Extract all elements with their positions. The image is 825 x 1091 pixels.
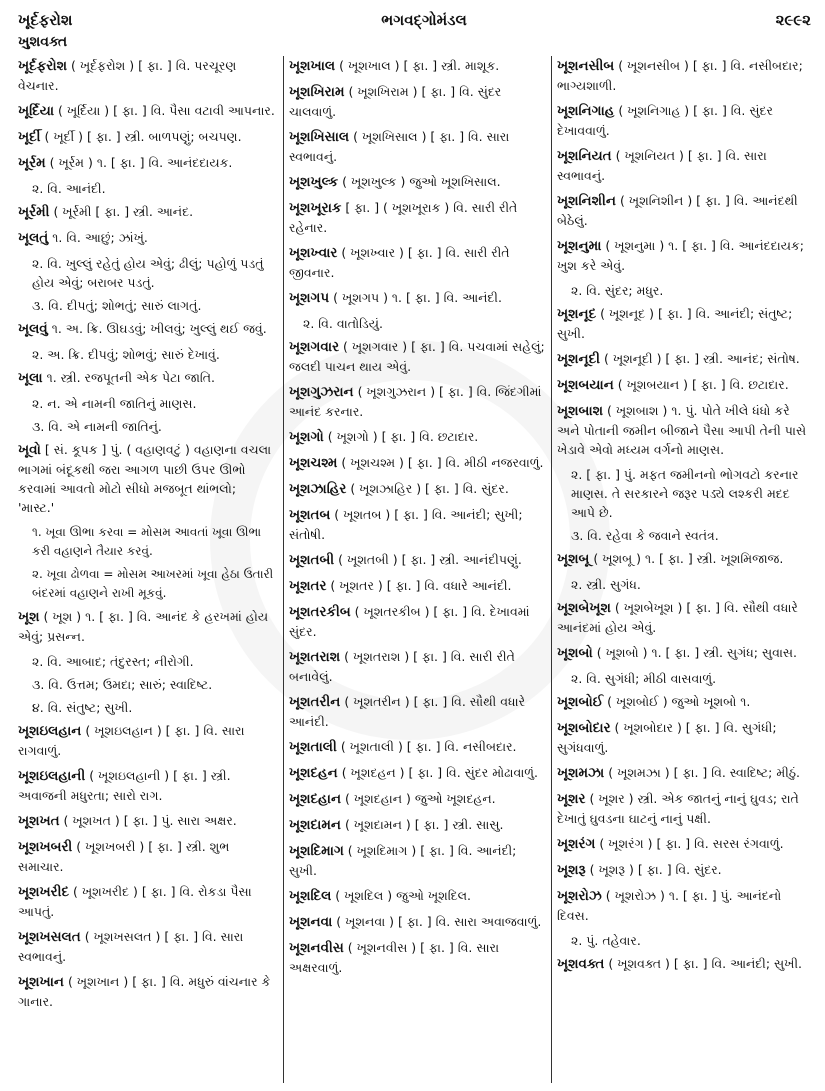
dictionary-entry (557, 860, 815, 880)
definition-text: ૧. સ્ત્રી. રજપૂતની એક પેટા જાતિ. (46, 370, 216, 385)
headword: ખૂશદિમાગ (289, 843, 344, 859)
definition-text: ( ખૂશઝાહિર ) [ ફા. ] વિ. સુંદર. (350, 481, 509, 496)
sense-line (18, 254, 276, 292)
dictionary-entry (289, 198, 545, 237)
dictionary-entry (289, 550, 545, 570)
definition-text: ( ખૂશબયાન ) [ ફા. ] વિ. છટાદાર. (617, 377, 789, 392)
definition-text: ૩. વિ. ઉત્તમ; ઉમદા; સારું; સ્વાદિષ્ટ. (32, 677, 213, 692)
sense-line (289, 314, 545, 333)
dictionary-entry (557, 401, 815, 459)
dictionary-entry (557, 236, 815, 275)
definition-text: ( ખૂશખબરી ) [ ફા. ] સ્ત્રી. શુભ સમાચાર. (18, 839, 230, 874)
dictionary-entry (18, 153, 276, 173)
headword: ખૂશબોઈ (557, 694, 604, 710)
headword: ખૂલા (18, 370, 43, 386)
definition-text: ૧. વિ. આછું; ઝાંખું. (52, 230, 148, 245)
definition-text: ( ખૂશનસીબ ) [ ફા. ] વિ. નસીબદાર; ભાગ્યશાળી. (557, 58, 803, 93)
headword: ખૂર્દી (18, 129, 41, 145)
dictionary-entry (18, 368, 276, 388)
definition-text: ( ખૂશખ્વાર ) [ ફા. ] વિ. સારી રીતે જીવનાર. (289, 245, 510, 280)
headword: ખૂશરોઝ (557, 888, 602, 904)
definition-text: ( ખૂશર ) સ્ત્રી. એક જાતનું નાનું ઘુવડ; રાતે દેખાતું ઘુવડના ઘાટનું નાનું પક્ષી. (557, 791, 799, 826)
sense-line (18, 394, 276, 413)
headword: ખૂશખત (18, 813, 60, 829)
dictionary-entry (289, 382, 545, 421)
dictionary-entry (289, 82, 545, 121)
headword: ખૂશનૂદ (557, 306, 597, 322)
headword: ખૂશબાશ (557, 403, 604, 419)
dictionary-entry (289, 288, 545, 308)
headword: ખૂવો (18, 442, 41, 458)
dictionary-column-3 (557, 56, 815, 1085)
guide-word-second: ખુશવક્ત (18, 34, 68, 50)
dictionary-entry (557, 101, 815, 140)
headword: ખૂશતરીન (289, 694, 341, 710)
definition-text: ( ખૂશખાલ ) [ ફા. ] સ્ત્રી. માશૂક. (339, 58, 500, 73)
definition-text: ( ખૂશતરીન ) [ ફા. ] વિ. સૌથી વધારે આનંદી. (289, 694, 526, 729)
headword: ખૂશતરાશ (289, 649, 341, 665)
definition-text: ( ખૂશગપ ) ૧. [ ફા. ] વિ. આનંદી. (333, 290, 502, 305)
dictionary-entry (289, 576, 545, 596)
headword: ખૂશનવા (289, 914, 333, 930)
dictionary-entry (289, 427, 545, 447)
column-divider (551, 56, 552, 1083)
definition-text: ૨. સ્ત્રી. સુગંધ. (571, 577, 641, 592)
dictionary-entry (18, 228, 276, 248)
definition-text: ( ખૂશદહન ) [ ફા. ] વિ. સુંદર મોઢાવાળું. (341, 765, 539, 780)
headword: ખૂશગપ (289, 290, 330, 306)
dictionary-entry (557, 304, 815, 343)
definition-text: ૨. વિ. વાતોડિયું. (303, 316, 384, 331)
definition-text: ( ખૂશખિરામ ) [ ફા. ] વિ. સુંદર ચાલવાળું. (289, 84, 502, 119)
definition-text: ૨. [ ફા. ] પું. મફત જમીનનો ભોગવટો કરનાર માણસ. તે સરકારને જરૂર પડ્યે લશ્કરી મદદ આપે છે. (571, 467, 799, 520)
sense-line (18, 179, 276, 198)
definition-text: ( ખૂશદામન ) [ ફા. ] સ્ત્રી. સાસુ. (344, 817, 504, 832)
headword: ખૂશદામન (289, 817, 341, 833)
dictionary-entry (557, 718, 815, 757)
dictionary-entry (289, 647, 545, 686)
dictionary-entry (557, 834, 815, 854)
headword: ખૂશનિયત (557, 148, 612, 164)
definition-text: ( ખૂર્દફરોશ ) [ ફા. ] વિ. પરચૂરણ વેચનાર. (18, 58, 237, 93)
dictionary-entry (289, 841, 545, 880)
definition-text: ૨. વિ. ખુલ્લું રહેતું હોય એવું; ઢીલું; પહોળું પડતું હોય એવું; બરાબર પડતું. (32, 256, 264, 290)
definition-text: ( ખૂશતરાશ ) [ ફા. ] વિ. સારી રીતે બનાવેલું. (289, 649, 515, 684)
dictionary-entry (557, 789, 815, 828)
headword: ખૂશદહન (289, 765, 338, 781)
dictionary-entry (557, 598, 815, 637)
dictionary-entry (18, 882, 276, 921)
sense-line (557, 526, 815, 545)
idiom-subentry (18, 565, 276, 603)
definition-text: ( ખૂશતાલી ) [ ફા. ] વિ. નસીબદાર. (340, 739, 517, 754)
definition-text: ( ખૂર્રમ ) ૧. [ ફા. ] વિ. આનંદદાયક. (49, 155, 233, 170)
definition-text: ( ખૂશખાન ) [ ફા. ] વિ. મધુરું વાંચનાર કે ગાનાર. (18, 974, 271, 1009)
definition-text: ( ખૂશબોદાર ) [ ફા. ] વિ. સુગંધી; સુગંધવાળું. (557, 720, 777, 755)
dictionary-entry (557, 643, 815, 663)
definition-text: ( ખૂશદિમાગ ) [ ફા. ] વિ. આનંદી; સુખી. (289, 843, 517, 878)
dictionary-entry (289, 243, 545, 282)
dictionary-entry (289, 56, 545, 76)
dictionary-entry (557, 349, 815, 369)
dictionary-entry (289, 479, 545, 499)
definition-text: ( ખૂશનુમા ) ૧. [ ફા. ] વિ. આનંદદાયક; ખુશ કરે એવું. (557, 238, 804, 273)
definition-text: ( ખૂર્દિયા ) [ ફા. ] વિ. પૈસા વટાવી આપનાર. (58, 103, 275, 118)
headword: ખૂશચશ્મ (289, 455, 338, 471)
dictionary-entry (557, 146, 815, 185)
definition-text: ( ખૂશદહાન ) જુઓ ખૂશદહન. (345, 791, 496, 806)
headword: ખૂર્દફરોશ (18, 58, 68, 74)
definition-text: [ ફા. ] ( ખૂશખૂરાક ) વિ. સારી રીતે રહેનાર. (289, 200, 518, 235)
headword: ખૂશ (18, 609, 40, 625)
definition-text: ૨. પું. તહેવાર. (571, 933, 641, 948)
definition-text: ૩. વિ. એ નામની જાતિનું. (32, 419, 162, 434)
definition-text: ( ખૂશ ) ૧. [ ફા. ] વિ. આનંદ કે હરખમાં હોય એવું; પ્રસન્ન. (18, 609, 269, 644)
headword: ખૂશનુમા (557, 238, 602, 254)
definition-text: ૨. ખૂવા ઢોળવા = મોસમ આખરમાં ખૂવા હેઠા ઉતારી બંદરમાં વહાણને રાખી મૂકવું. (32, 567, 274, 600)
definition-text: ( ખૂર્રમી [ ફા. ] સ્ત્રી. આનંદ. (53, 204, 194, 219)
headword: ખૂશરંગ (557, 836, 596, 852)
definition-text: ( ખૂશનૂદી ) [ ફા. ] સ્ત્રી. આનંદ; સંતોષ. (603, 351, 800, 366)
headword: ખૂશખબરી (18, 839, 73, 855)
definition-text: ( ખૂશખસલત ) [ ફા. ] વિ. સારા સ્વભાવનું. (18, 929, 244, 964)
headword: ખૂશનિગાહ (557, 103, 615, 119)
dictionary-entry (18, 101, 276, 121)
headword: ખૂશમઝા (557, 765, 605, 781)
sense-line (18, 417, 276, 436)
definition-text: ( ખૂશગો ) [ ફા. ] વિ. છટાદાર. (327, 429, 479, 444)
definition-text: ( ખૂશદિલ ) જુઓ ખૂશદિલ. (335, 888, 471, 903)
headword: ખૂશગુઝરાન (289, 384, 354, 400)
dictionary-entry (18, 721, 276, 760)
dictionary-entry (289, 692, 545, 731)
guide-word-left: ખૂર્દફરોશ (18, 11, 73, 29)
definition-text: ( ખૂશનૂદ ) [ ફા. ] વિ. આનંદી; સંતુષ્ટ; સુખી. (557, 306, 793, 341)
definition-text: ૧. ખૂવા ઊભા કરવા = મોસમ આવતાં ખૂવા ઊભા કરી વહાણને તૈયાર કરવું. (32, 525, 262, 558)
headword: ખૂશદહાન (289, 791, 342, 807)
headword: ખૂલતું (18, 230, 49, 246)
headword: ખૂશખરીદ (18, 884, 69, 900)
definition-text: ( ખૂશચશ્મ ) [ ફા. ] વિ. મીઠી નજરવાળું. (341, 455, 544, 470)
definition-text: ( ખૂશનિશીન ) [ ફા. ] વિ. આનંદથી બેઠેલું. (557, 193, 798, 228)
headword: ખૂર્રમી (18, 204, 50, 220)
headword: ખૂશતરકીબ (289, 604, 351, 620)
sense-line (557, 281, 815, 300)
definition-text: ( ખૂશખુલ્ક ) જુઓ ખૂશખિસાલ. (342, 174, 501, 189)
headword: ખૂશદિલ (289, 888, 332, 904)
headword: ખૂશઝાહિર (289, 481, 347, 497)
headword: ખૂશબયાન (557, 377, 614, 393)
dictionary-entry (289, 886, 545, 906)
definition-text: ( ખૂશઇલહાની ) [ ફા. ] સ્ત્રી. અવાજની મધુરતા; સારો રાગ. (18, 768, 231, 803)
headword: ખૂશવક્ત (557, 956, 605, 972)
sense-line (18, 652, 276, 671)
headword: ખૂશખાન (18, 974, 64, 990)
headword: ખૂશર (557, 791, 586, 807)
headword: ખૂશબૂ (557, 551, 590, 567)
dictionary-entry (557, 692, 815, 712)
dictionary-entry (289, 763, 545, 783)
dictionary-entry (557, 763, 815, 783)
headword: ખૂશઇલહાની (18, 768, 86, 784)
dictionary-entry (18, 972, 276, 1011)
definition-text: ૨. અ. ક્રિ. દીપવું; શોભવું; સારું દેખાવું. (32, 347, 220, 362)
definition-text: ( ખૂશરોઝ ) ૧. [ ફા. ] પું. આનંદનો દિવસ. (557, 888, 782, 923)
dictionary-entry (18, 837, 276, 876)
definition-text: ( ખૂશવક્ત ) [ ફા. ] વિ. આનંદી; સુખી. (608, 956, 802, 971)
headword: ખૂશબેખૂશ (557, 600, 611, 616)
definition-text: ૨. વિ. સુંદર; મધુર. (571, 283, 664, 298)
dictionary-entry (18, 811, 276, 831)
dictionary-entry (289, 337, 545, 376)
definition-text: ( ખૂશખત ) [ ફા. ] પું. સારા અક્ષર. (63, 813, 237, 828)
idiom-subentry (18, 523, 276, 561)
sense-line (18, 345, 276, 364)
dictionary-entry (289, 602, 545, 641)
definition-text: ( ખૂશખરીદ ) [ ફા. ] વિ. રોકડા પૈસા આપતું. (18, 884, 252, 919)
headword: ખૂશબોદાર (557, 720, 611, 736)
definition-text: ( ખૂશતબ ) [ ફા. ] વિ. આનંદી; સુખી; સંતોષી. (289, 507, 523, 542)
dictionary-column-2 (289, 56, 545, 1085)
definition-text: ૨. ન. એ નામની જાતિનું માણસ. (32, 396, 197, 411)
definition-text: ( ખૂશમઝા ) [ ફા. ] વિ. સ્વાદિષ્ટ; મીઠું. (608, 765, 801, 780)
dictionary-entry (289, 505, 545, 544)
headword: ખૂર્રમ (18, 155, 46, 171)
definition-text: ૨. વિ. આનંદી. (32, 181, 106, 196)
definition-text: ( ખૂશનિયત ) [ ફા. ] વિ. સારા સ્વભાવનું. (557, 148, 767, 183)
dictionary-entry (557, 954, 815, 974)
definition-text: ૨. વિ. આબાદ; તંદુરસ્ત; નીરોગી. (32, 654, 194, 669)
headword: ખૂશખસલત (18, 929, 81, 945)
dictionary-entry (18, 607, 276, 646)
headword: ખૂશગો (289, 429, 324, 445)
definition-text: ૩. વિ. રહેવા કે જવાને સ્વતંત્ર. (571, 528, 719, 543)
headword: ખૂશરૂ (557, 862, 586, 878)
headword: ખૂલવું (18, 321, 48, 337)
sense-line (557, 575, 815, 594)
headword: ખૂશનસીબ (557, 58, 615, 74)
definition-text: [ સં. કૂપક ] પું. ( વહાણવટું ) વહાણના વચલા ભાગમાં બંદૂકથી જરા આગળ પાછી ઉપર ઊભો કરવામાં આવતો મોટો સીધો મજબૂત થાંભલો; 'માસ્ટ.' (18, 442, 272, 515)
headword: ખૂશખિરામ (289, 84, 345, 100)
headword: ખૂશખુલ્ક (289, 174, 339, 190)
definition-text: ( ખૂશગુઝરાન ) [ ફા. ] વિ. જિંદગીમાં આનંદ કરનાર. (289, 384, 542, 419)
sense-line (557, 931, 815, 950)
dictionary-entry (289, 789, 545, 809)
page-number: ૨૯૯૨ (775, 11, 811, 29)
definition-text: ( ખૂશઇલહાન ) [ ફા. ] વિ. સારા રાગવાળું. (18, 723, 245, 758)
dictionary-entry (289, 172, 545, 192)
definition-text: ( ખૂશબૂ ) ૧. [ ફા. ] સ્ત્રી. ખૂશમિજાજ. (593, 551, 784, 566)
definition-text: ( ખૂશનવા ) [ ફા. ] વિ. સારા અવાજવાળું. (336, 914, 542, 929)
headword: ખૂશતર (289, 578, 327, 594)
definition-text: ( ખૂશબોઈ ) જુઓ ખૂશબો ૧. (607, 694, 751, 709)
dictionary-entry (18, 202, 276, 222)
headword: ખૂર્દિયા (18, 103, 55, 119)
headword: ખૂશબો (557, 645, 593, 661)
dictionary-entry (557, 549, 815, 569)
definition-text: ( ખૂશતર ) [ ફા. ] વિ. વધારે આનંદી. (330, 578, 512, 593)
definition-text: ( ખૂશનિગાહ ) [ ફા. ] વિ. સુંદર દેખાવવાળું. (557, 103, 773, 138)
dictionary-entry (289, 127, 545, 166)
dictionary-entry (557, 56, 815, 95)
definition-text: ૪. વિ. સંતુષ્ટ; સુખી. (32, 700, 133, 715)
headword: ખૂશગવાર (289, 339, 340, 355)
headword: ખૂશનવીસ (289, 940, 344, 956)
dictionary-entry (18, 56, 276, 95)
dictionary-entry (289, 912, 545, 932)
definition-text: ( ખૂશરંગ ) [ ફા. ] વિ. સરસ રંગવાળું. (599, 836, 784, 851)
definition-text: ( ખૂશબાશ ) ૧. પું. પોતે ખીલે ધંધો કરે અને પોતાની જમીન બીજાને પૈસા આપી તેની પાસે ખેડાવે એવો મધ્યમ વર્ગનો માણસ. (557, 403, 807, 457)
headword: ખૂશખ્વાર (289, 245, 338, 261)
headword: ખૂશતાલી (289, 739, 337, 755)
headword: ખૂશખાલ (289, 58, 336, 74)
sense-line (18, 698, 276, 717)
dictionary-entry (557, 375, 815, 395)
definition-text: ( ખૂશતરકીબ ) [ ફા. ] વિ. દેખાવમાં સુંદર. (289, 604, 530, 639)
dictionary-entry (557, 191, 815, 230)
dictionary-entry (18, 927, 276, 966)
definition-text: ૨. વિ. સુગંધી; મીઠી વાસવાળું. (571, 671, 717, 686)
headword: ખૂશતબી (289, 552, 335, 568)
column-divider (283, 56, 284, 1083)
dictionary-column-1 (18, 56, 276, 1085)
headword: ખૂશતબ (289, 507, 331, 523)
definition-text: ૩. વિ. દીપતું; શોભતું; સારું લાગતું. (32, 298, 202, 313)
dictionary-entry (18, 440, 276, 517)
dictionary-entry (289, 453, 545, 473)
headword: ખૂશખિસાલ (289, 129, 350, 145)
page-title: ભગવદ્ગોમંડલ (381, 11, 467, 29)
definition-text: ( ખૂશખિસાલ ) [ ફા. ] વિ. સારા સ્વભાવનું. (289, 129, 510, 164)
headword: ખૂશઇલહાન (18, 723, 82, 739)
headword: ખૂશનિશીન (557, 193, 616, 209)
definition-text: ( ખૂશનવીસ ) [ ફા. ] વિ. સારા અક્ષરવાળું. (289, 940, 500, 975)
dictionary-entry (289, 938, 545, 977)
dictionary-entry (289, 737, 545, 757)
definition-text: ( ખૂશતબી ) [ ફા. ] સ્ત્રી. આનંદીપણું. (338, 552, 522, 567)
page-header (18, 8, 811, 32)
dictionary-entry (18, 127, 276, 147)
headword: ખૂશનૂદી (557, 351, 600, 367)
dictionary-entry (18, 766, 276, 805)
headword: ખૂશખૂરાક (289, 200, 342, 216)
definition-text: ( ખૂશબેખૂશ ) [ ફા. ] વિ. સૌથી વધારે આનંદમાં હોય એવું. (557, 600, 798, 635)
dictionary-entry (289, 815, 545, 835)
definition-text: ( ખૂશગવાર ) [ ફા. ] વિ. પચવામાં સહેલું; જલદી પાચન થાય એવું. (289, 339, 545, 374)
sense-line (557, 465, 815, 522)
dictionary-entry (557, 886, 815, 925)
definition-text: ૧. અ. ક્રિ. ઊઘડવું; ખીલવું; ખુલ્લું થઈ જવું. (51, 321, 267, 336)
definition-text: ( ખૂશબો ) ૧. [ ફા. ] સ્ત્રી. સુગંધ; સુવાસ. (596, 645, 798, 660)
definition-text: ( ખૂર્દી ) [ ફા. ] સ્ત્રી. બાળપણું; બચપણ. (44, 129, 242, 144)
definition-text: ( ખૂશરૂ ) [ ફા. ] વિ. સુંદર. (589, 862, 722, 877)
dictionary-entry (18, 319, 276, 339)
sense-line (18, 296, 276, 315)
sense-line (18, 675, 276, 694)
sense-line (557, 669, 815, 688)
